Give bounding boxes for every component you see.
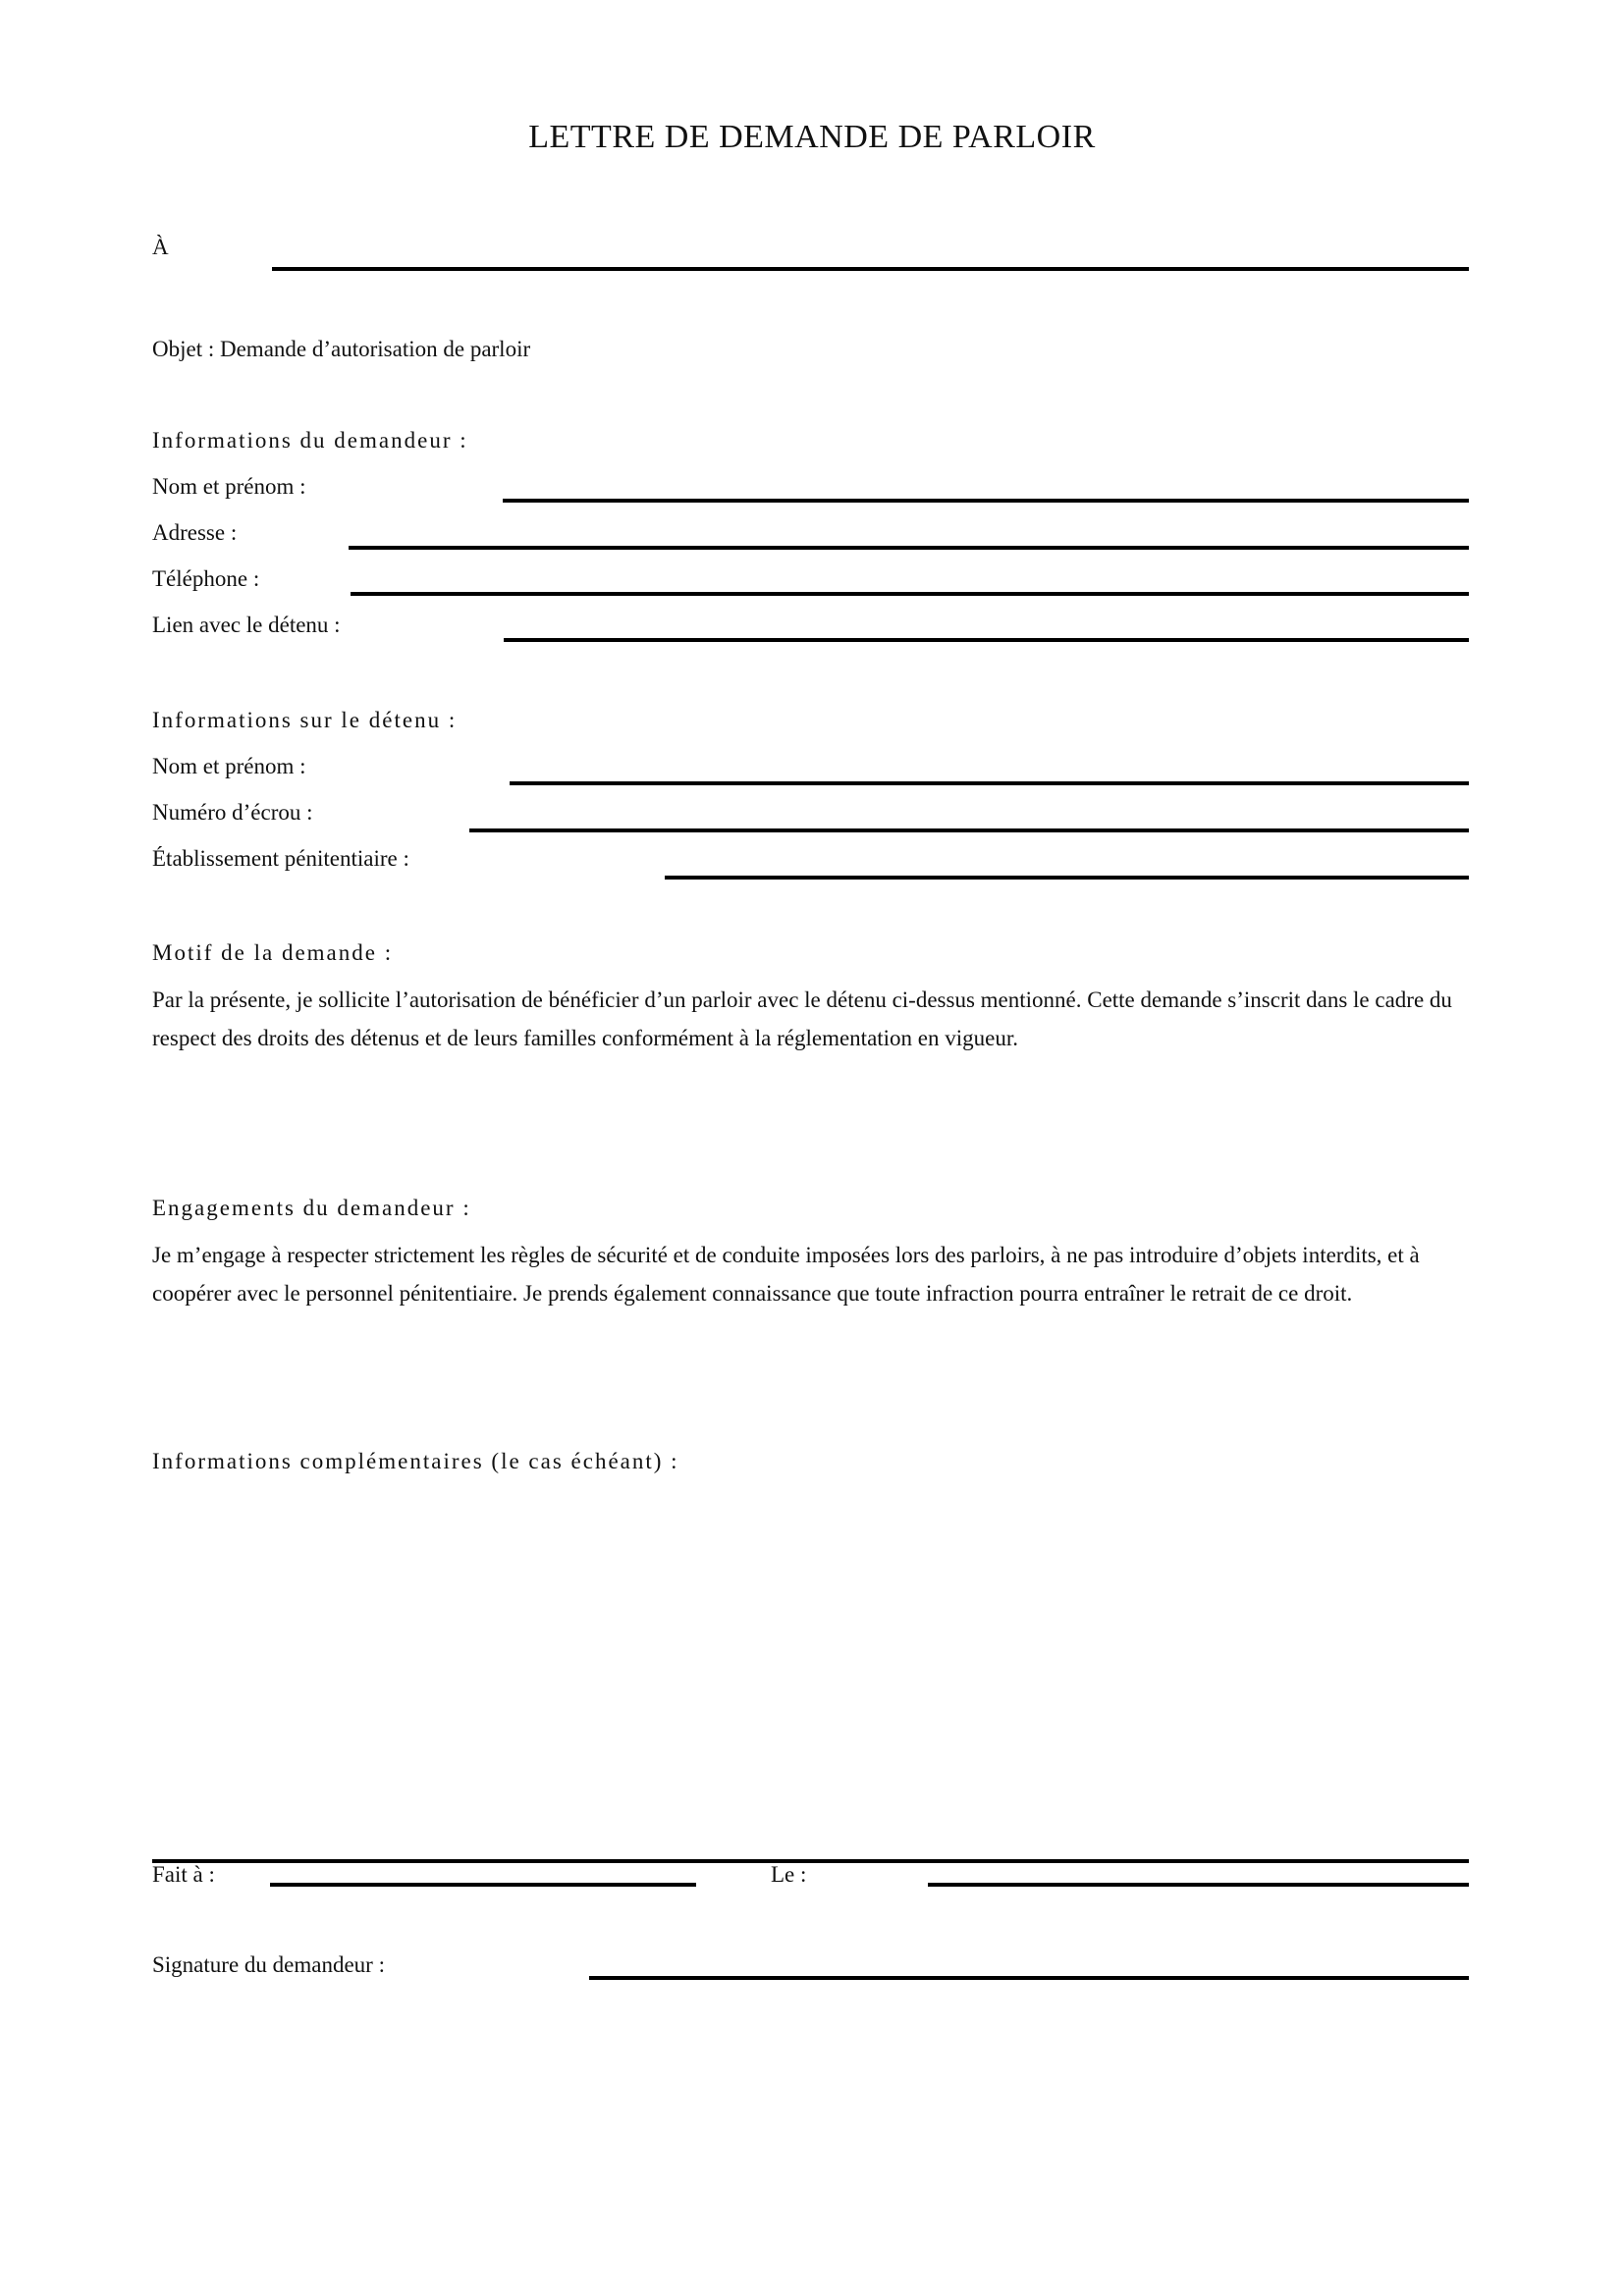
recipient-label: À <box>152 235 169 259</box>
detenu-etablissement-field-line[interactable] <box>665 876 1469 880</box>
footer-separator-rule <box>152 1859 1469 1863</box>
section-heading-engagements: Engagements du demandeur : <box>152 1196 471 1220</box>
demandeur-nom-label: Nom et prénom : <box>152 474 306 499</box>
section-heading-detenu: Informations sur le détenu : <box>152 708 458 732</box>
demandeur-telephone-field-line[interactable] <box>351 592 1469 596</box>
demandeur-adresse-field-line[interactable] <box>349 546 1469 550</box>
section-heading-demandeur: Informations du demandeur : <box>152 428 468 453</box>
demandeur-telephone-label: Téléphone : <box>152 566 260 591</box>
page-title: LETTRE DE DEMANDE DE PARLOIR <box>528 119 1096 155</box>
recipient-field-line[interactable] <box>272 267 1469 271</box>
fait-a-label: Fait à : <box>152 1862 215 1887</box>
detenu-ecrou-label: Numéro d’écrou : <box>152 800 313 825</box>
le-field-line[interactable] <box>928 1883 1469 1887</box>
signature-field-line[interactable] <box>589 1976 1469 1980</box>
demandeur-adresse-label: Adresse : <box>152 520 238 545</box>
signature-label: Signature du demandeur : <box>152 1952 385 1977</box>
demandeur-lien-label: Lien avec le détenu : <box>152 613 341 637</box>
section-heading-motif: Motif de la demande : <box>152 940 394 965</box>
engagements-paragraph: Je m’engage à respecter strictement les règles de sécurité et de conduite imposées lors des parloirs, à ne pas introduire d’objets interdits, et à coopérer avec le personnel pénitentiaire. Je prends également connaissance que toute infraction pourra entraîner le retrait de ce droit. <box>152 1243 1420 1306</box>
detenu-etablissement-label: Établissement pénitentiaire : <box>152 846 409 871</box>
detenu-nom-label: Nom et prénom : <box>152 754 306 778</box>
detenu-nom-field-line[interactable] <box>510 781 1469 785</box>
section-heading-complementaires: Informations complémentaires (le cas échéant) : <box>152 1449 679 1473</box>
demandeur-nom-field-line[interactable] <box>503 499 1469 503</box>
subject-line: Objet : Demande d’autorisation de parloir <box>152 337 531 361</box>
detenu-ecrou-field-line[interactable] <box>469 828 1469 832</box>
motif-paragraph: Par la présente, je sollicite l’autorisation de bénéficier d’un parloir avec le détenu ci-dessus mentionné. Cette demande s’inscrit dans le cadre du respect des droits des détenus et de leurs familles conformément à la réglementation en vigueur. <box>152 988 1452 1050</box>
le-label: Le : <box>771 1862 807 1887</box>
fait-a-field-line[interactable] <box>270 1883 696 1887</box>
demandeur-lien-field-line[interactable] <box>504 638 1469 642</box>
